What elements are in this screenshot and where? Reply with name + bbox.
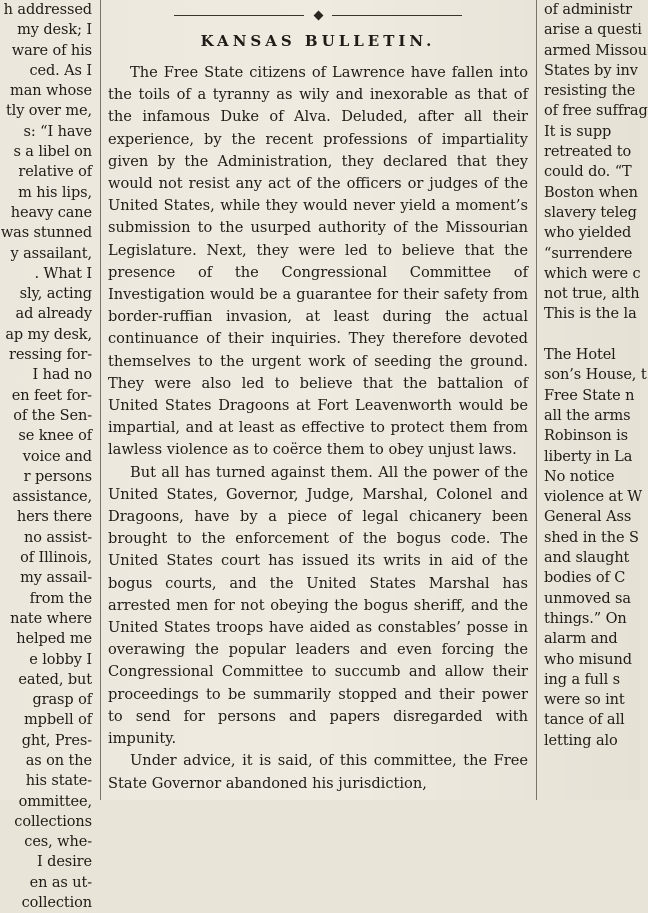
column-text-line: from the bbox=[29, 590, 92, 607]
column-text-line: ap my desk, bbox=[5, 326, 92, 343]
column-text-line: sly, acting bbox=[19, 286, 92, 303]
column-text-line: unmoved sa bbox=[544, 590, 631, 607]
column-text-line: all the arms bbox=[544, 407, 631, 424]
column-text-line: s: “I have bbox=[23, 123, 92, 140]
column-text-line: resisting the bbox=[544, 83, 636, 100]
column-text-line: Boston when bbox=[544, 184, 638, 201]
article-paragraph-2: But all has turned against them. All the power of the United States, Governor, Judge, Marshal, Colonel and Dragoons, have by a piece of legal chicanery been brought to the enforcement of the bogus code. The United States court has issued its writs in aid of the bogus courts, and the United States Marshal has arrested men for not obeying the bogus sheriff, and the United States troops have aided as constables’ posse in overawing the popular leaders and even forcing the Congressional Committee to succumb and allow their proceedings to be summarily stopped and their power to send for persons and papers disregarded with impunity. bbox=[108, 463, 528, 748]
column-text-line: I had no bbox=[32, 367, 92, 384]
column-text-line: Free State n bbox=[544, 387, 635, 404]
column-text-line: ing a full s bbox=[544, 671, 620, 688]
column-text-line: tance of all bbox=[544, 712, 625, 729]
column-text-line: no assist- bbox=[23, 529, 92, 546]
column-text-line: who yielded bbox=[544, 225, 632, 242]
column-text-line: Robinson is bbox=[544, 428, 629, 445]
column-text-line: “surrendere bbox=[544, 245, 633, 262]
article-paragraph-1: The Free State citizens of Lawrence have fallen into the toils of a tyranny as wily and inexorable as that of the infamous Duke of Alva. Deluded, after all their experience, by the recent professions of impartiality given by the Administration, they declared that they would not resist any act of the officers or judges of the United States, while they would never yield a moment’s submission to the usurped authority of the Missourian Legislature. Next, they were led to believe that the presence of the Congressional Committee of Investigation would be a guarantee for their safety from border-ruffian invasion, at least during the actual continuance of their inquiries. They therefore devoted themselves to the urgent work of seeding the ground. They were also led to believe that the battalion of United States Dragoons at Fort Leavenworth would be impartial, and at least as effective to protect them from lawless violence as to coërce them to obey unjust laws. bbox=[108, 64, 528, 459]
column-text-line: ware of his bbox=[11, 42, 92, 59]
column-text-line: shed in the S bbox=[544, 529, 639, 546]
column-text-line: assistance, bbox=[12, 489, 92, 506]
column-text-line: my assail- bbox=[20, 570, 92, 587]
left-column-lines bbox=[1, 0, 92, 913]
column-text-line: General Ass bbox=[544, 509, 632, 526]
column-text-line: ced. As I bbox=[29, 62, 92, 79]
column-text-line: bodies of C bbox=[544, 570, 626, 587]
column-text-line: This is the la bbox=[544, 306, 637, 323]
column-text-line: No notice bbox=[544, 468, 615, 485]
column-text-line: my desk; I bbox=[17, 22, 92, 39]
column-rule-right bbox=[536, 0, 537, 800]
article-headline: KANSAS BULLETIN. bbox=[200, 32, 436, 50]
column-text-line: eated, but bbox=[18, 671, 92, 688]
column-text-line: of administr bbox=[544, 2, 632, 18]
article-body bbox=[108, 62, 528, 795]
column-text-line: The Hotel bbox=[544, 347, 616, 364]
column-text-line: s a libel on bbox=[13, 144, 92, 161]
column-text-line: ommittee, bbox=[18, 793, 92, 810]
ornament-bar-left bbox=[174, 15, 304, 16]
column-text-line: h addressed bbox=[3, 2, 92, 18]
column-text-line: of Illinois, bbox=[20, 550, 92, 567]
column-text-line: voice and bbox=[22, 448, 92, 465]
column-text-line: of the Sen- bbox=[13, 407, 92, 424]
column-text-line: letting alo bbox=[544, 732, 618, 749]
right-column-lines bbox=[544, 0, 648, 751]
column-text-line: man whose bbox=[10, 83, 92, 100]
column-text-line: States by inv bbox=[544, 62, 638, 79]
column-text-line: helped me bbox=[16, 631, 92, 648]
column-text-line: hers there bbox=[16, 509, 92, 526]
column-text-line: . What I bbox=[34, 265, 92, 282]
column-text-line: collections bbox=[14, 813, 92, 830]
column-text-line: tly over me, bbox=[5, 103, 92, 120]
column-text-line: slavery teleg bbox=[544, 204, 637, 221]
column-text-line: retreated to bbox=[544, 144, 632, 161]
column-rule-left bbox=[100, 0, 101, 800]
column-text-line: en feet for- bbox=[11, 387, 92, 404]
column-text-line: of free suffrag bbox=[544, 103, 648, 120]
column-text-line bbox=[544, 325, 648, 345]
article-paragraph-3: Under advice, it is said, of this committee, the Free State Governor abandoned his jurisdiction, bbox=[108, 752, 528, 792]
column-text-line: things.” On bbox=[544, 610, 627, 627]
column-text-line: were so int bbox=[544, 692, 625, 709]
column-text-line: which were c bbox=[544, 265, 641, 282]
column-text-line: who misund bbox=[544, 651, 632, 668]
header-ornament bbox=[174, 12, 462, 20]
column-text-line: liberty in La bbox=[544, 448, 633, 465]
column-text-line: se knee of bbox=[18, 428, 92, 445]
column-text-line: ces, whe- bbox=[24, 834, 92, 851]
column-text-line: collection bbox=[21, 895, 92, 912]
column-text-line: ght, Pres- bbox=[21, 732, 92, 749]
column-text-line: r persons bbox=[23, 468, 92, 485]
column-text-line: armed Missou bbox=[544, 42, 648, 59]
right-column-fragment bbox=[540, 0, 648, 800]
column-text-line: violence at W bbox=[544, 489, 643, 506]
column-text-line: nate where bbox=[10, 610, 92, 627]
column-text-line: was stunned bbox=[0, 225, 92, 242]
column-text-line: and slaught bbox=[544, 550, 630, 567]
main-column bbox=[104, 0, 532, 800]
column-text-line: son’s House, t bbox=[544, 367, 647, 384]
column-text-line: I desire bbox=[37, 854, 92, 871]
column-text-line: not true, alth bbox=[544, 286, 640, 303]
column-text-line: grasp of bbox=[32, 692, 92, 709]
column-text-line: ressing for- bbox=[9, 347, 92, 364]
column-text-line: as on the bbox=[25, 752, 92, 769]
ornament-diamond bbox=[314, 11, 324, 21]
left-column-fragment bbox=[0, 0, 96, 912]
column-text-line: his state- bbox=[25, 773, 92, 790]
column-text-line: y assailant, bbox=[10, 245, 92, 262]
column-text-line: en as ut- bbox=[29, 874, 92, 891]
column-text-line: heavy cane bbox=[10, 204, 92, 221]
column-text-line: ad already bbox=[15, 306, 92, 323]
column-text-line: could do. “T bbox=[544, 164, 632, 181]
column-text-line: e lobby I bbox=[29, 651, 92, 668]
column-text-line: relative of bbox=[18, 164, 92, 181]
ornament-bar-right bbox=[332, 15, 462, 16]
column-text-line: m his lips, bbox=[18, 184, 92, 201]
column-text-line: alarm and bbox=[544, 631, 618, 648]
column-text-line: It is supp bbox=[544, 123, 612, 140]
column-text-line: mpbell of bbox=[24, 712, 92, 729]
column-text-line: arise a questi bbox=[544, 22, 642, 39]
